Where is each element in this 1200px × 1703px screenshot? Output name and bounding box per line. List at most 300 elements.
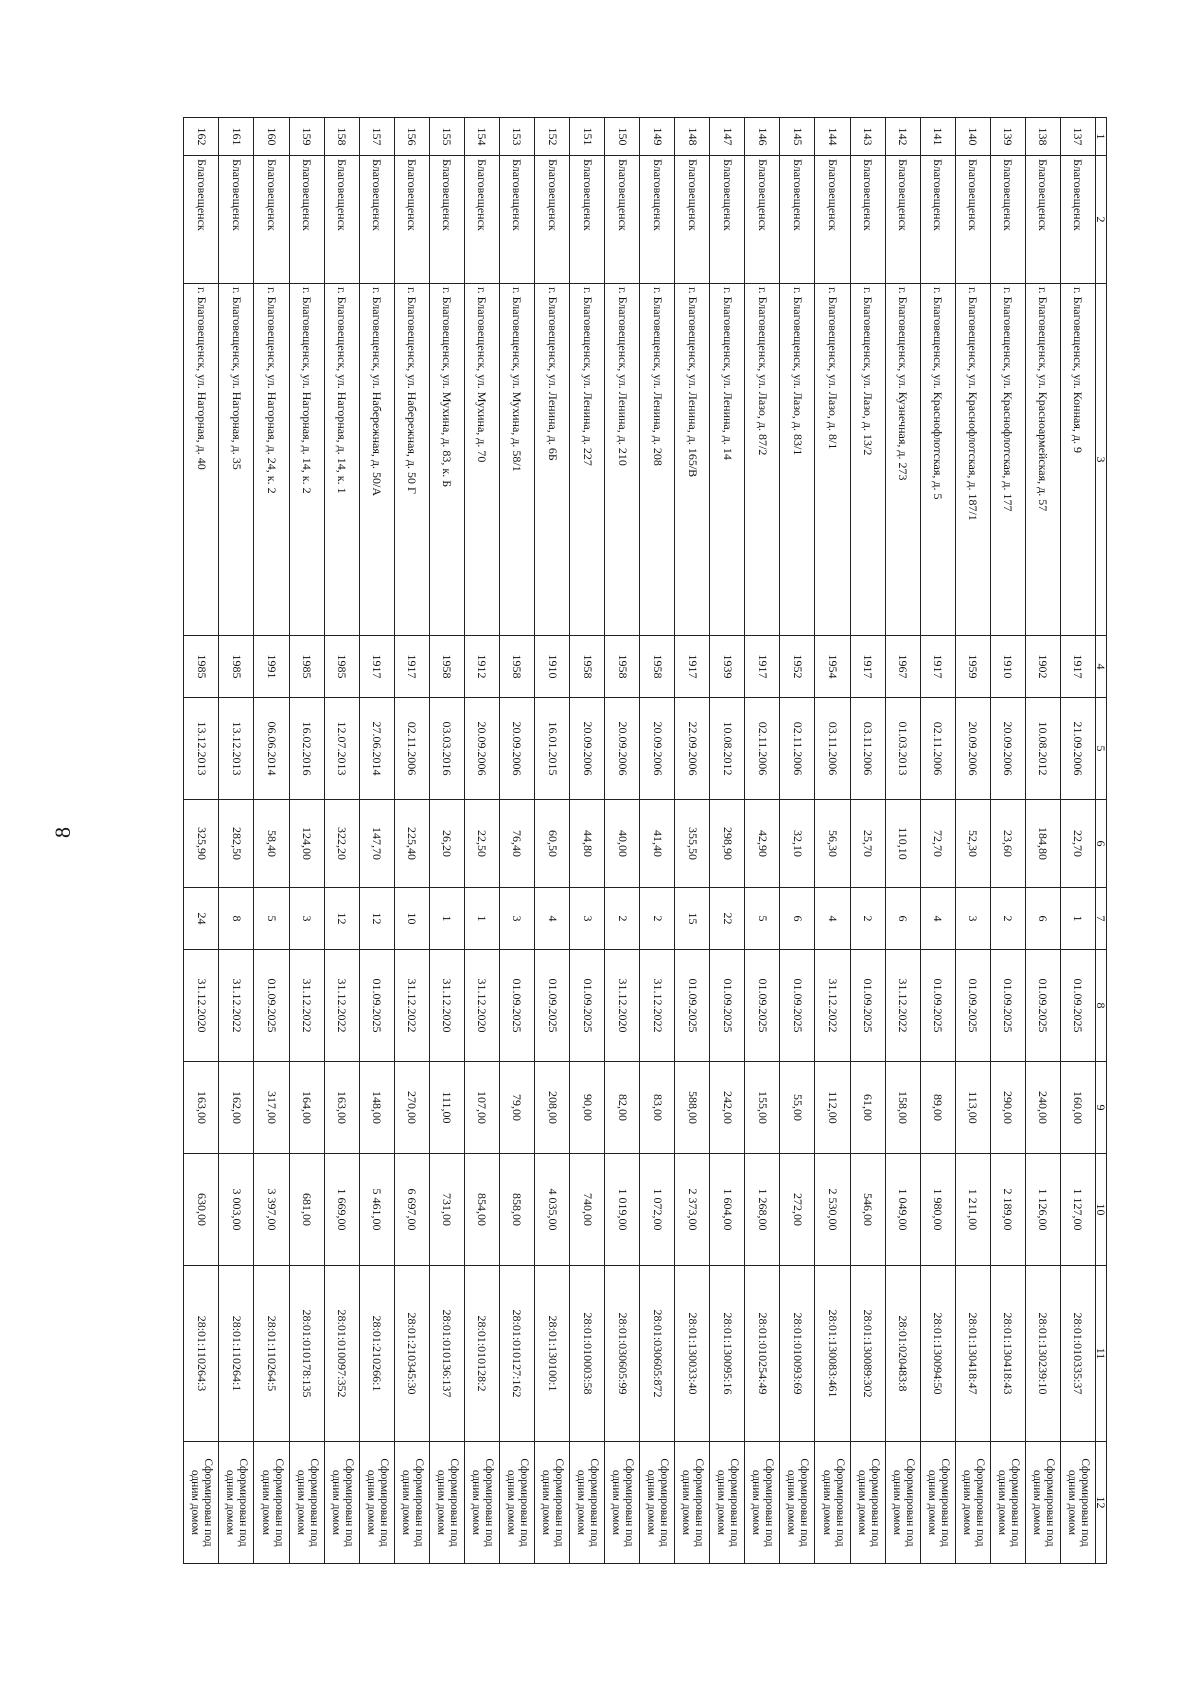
area-cell: 22,50	[464, 800, 499, 888]
cadastral-number-cell: 28:01:010128:2	[464, 1266, 499, 1442]
registration-date-cell: 21.09.2006	[1060, 698, 1095, 800]
city-cell: Благовещенск	[710, 156, 745, 284]
year-cell: 1917	[675, 636, 710, 698]
registration-date-cell: 03.11.2006	[815, 698, 850, 800]
table-row	[885, 118, 920, 1564]
area-cell: 26,20	[429, 800, 464, 888]
status-cell: Сформирован под одним домом	[920, 1442, 955, 1564]
address-cell: г. Благовещенск, ул. Краснофлотская, д. 177	[990, 284, 1025, 636]
address-cell: г. Благовещенск, ул. Краснофлотская, д. 187/1	[955, 284, 990, 636]
column-header-9: 9	[1096, 1062, 1107, 1154]
value-9-cell: 111,00	[429, 1062, 464, 1154]
year-cell: 1917	[1060, 636, 1095, 698]
registration-date-cell: 03.03.2016	[429, 698, 464, 800]
deadline-date-cell: 31.12.2020	[429, 950, 464, 1062]
area-cell: 325,90	[184, 800, 219, 888]
area-cell: 124,00	[289, 800, 324, 888]
value-10-cell: 1 669,00	[324, 1154, 359, 1266]
table-row	[324, 118, 359, 1564]
address-cell: г. Благовещенск, ул. Мухина, д. 70	[464, 284, 499, 636]
address-cell: г. Благовещенск, ул. Нагорная, д. 14, к. 1	[324, 284, 359, 636]
status-cell: Сформирован под одним домом	[324, 1442, 359, 1564]
row-number-cell: 149	[640, 118, 675, 156]
column-header-11: 11	[1096, 1266, 1107, 1442]
table-row	[990, 118, 1025, 1564]
count-cell: 12	[324, 888, 359, 950]
row-number-cell: 141	[920, 118, 955, 156]
count-cell: 6	[780, 888, 815, 950]
registration-date-cell: 20.09.2006	[955, 698, 990, 800]
value-9-cell: 89,00	[920, 1062, 955, 1154]
cadastral-number-cell: 28:01:130100:1	[535, 1266, 570, 1442]
value-9-cell: 112,00	[815, 1062, 850, 1154]
address-cell: г. Благовещенск, ул. Мухина, д. 58/1	[499, 284, 534, 636]
area-cell: 60,50	[535, 800, 570, 888]
city-cell: Благовещенск	[745, 156, 780, 284]
address-cell: г. Благовещенск, ул. Нагорная, д. 24, к. 2	[254, 284, 289, 636]
value-10-cell: 1 980,00	[920, 1154, 955, 1266]
table-row	[184, 118, 219, 1564]
value-10-cell: 630,00	[184, 1154, 219, 1266]
status-cell: Сформирован под одним домом	[570, 1442, 605, 1564]
area-cell: 58,40	[254, 800, 289, 888]
table-row	[815, 118, 850, 1564]
city-cell: Благовещенск	[464, 156, 499, 284]
deadline-date-cell: 01.09.2025	[1025, 950, 1060, 1062]
registration-date-cell: 22.09.2006	[675, 698, 710, 800]
value-9-cell: 242,00	[710, 1062, 745, 1154]
row-number-cell: 138	[1025, 118, 1060, 156]
row-number-cell: 154	[464, 118, 499, 156]
registration-date-cell: 02.11.2006	[920, 698, 955, 800]
row-number-cell: 145	[780, 118, 815, 156]
count-cell: 3	[570, 888, 605, 950]
value-10-cell: 1 604,00	[710, 1154, 745, 1266]
year-cell: 1967	[885, 636, 920, 698]
year-cell: 1917	[920, 636, 955, 698]
year-cell: 1910	[535, 636, 570, 698]
registration-date-cell: 02.11.2006	[780, 698, 815, 800]
year-cell: 1985	[289, 636, 324, 698]
table-row	[464, 118, 499, 1564]
value-9-cell: 83,00	[640, 1062, 675, 1154]
status-cell: Сформирован под одним домом	[1025, 1442, 1060, 1564]
value-10-cell: 546,00	[850, 1154, 885, 1266]
value-9-cell: 113,00	[955, 1062, 990, 1154]
value-9-cell: 148,00	[359, 1062, 394, 1154]
deadline-date-cell: 31.12.2020	[464, 950, 499, 1062]
count-cell: 2	[605, 888, 640, 950]
column-header-6: 6	[1096, 800, 1107, 888]
value-10-cell: 272,00	[780, 1154, 815, 1266]
value-10-cell: 1 211,00	[955, 1154, 990, 1266]
city-cell: Благовещенск	[184, 156, 219, 284]
row-number-cell: 139	[990, 118, 1025, 156]
deadline-date-cell: 31.12.2020	[605, 950, 640, 1062]
count-cell: 1	[1060, 888, 1095, 950]
registration-date-cell: 13.12.2013	[184, 698, 219, 800]
value-10-cell: 4 035,00	[535, 1154, 570, 1266]
year-cell: 1917	[745, 636, 780, 698]
status-cell: Сформирован под одним домом	[955, 1442, 990, 1564]
year-cell: 1985	[219, 636, 254, 698]
value-9-cell: 90,00	[570, 1062, 605, 1154]
table-row	[1060, 118, 1095, 1564]
area-cell: 72,70	[920, 800, 955, 888]
table-row	[780, 118, 815, 1564]
cadastral-number-cell: 28:01:030605:872	[640, 1266, 675, 1442]
status-cell: Сформирован под одним домом	[640, 1442, 675, 1564]
table-row	[710, 118, 745, 1564]
cadastral-number-cell: 28:01:010003:58	[570, 1266, 605, 1442]
count-cell: 6	[885, 888, 920, 950]
city-cell: Благовещенск	[640, 156, 675, 284]
address-cell: г. Благовещенск, ул. Лазо, д. 87/2	[745, 284, 780, 636]
value-10-cell: 1 127,00	[1060, 1154, 1095, 1266]
year-cell: 1958	[499, 636, 534, 698]
table-row	[429, 118, 464, 1564]
cadastral-number-cell: 28:01:010136:137	[429, 1266, 464, 1442]
count-cell: 3	[499, 888, 534, 950]
value-9-cell: 163,00	[184, 1062, 219, 1154]
address-cell: г. Благовещенск, ул. Ленина, д. 6Б	[535, 284, 570, 636]
cadastral-number-cell: 28:01:110264:5	[254, 1266, 289, 1442]
city-cell: Благовещенск	[429, 156, 464, 284]
deadline-date-cell: 31.12.2022	[289, 950, 324, 1062]
status-cell: Сформирован под одним домом	[605, 1442, 640, 1564]
area-cell: 355,50	[675, 800, 710, 888]
registration-date-cell: 12.07.2013	[324, 698, 359, 800]
area-cell: 44,80	[570, 800, 605, 888]
city-cell: Благовещенск	[359, 156, 394, 284]
table-row	[850, 118, 885, 1564]
status-cell: Сформирован под одним домом	[885, 1442, 920, 1564]
table-row	[254, 118, 289, 1564]
count-cell: 22	[710, 888, 745, 950]
city-cell: Благовещенск	[955, 156, 990, 284]
row-number-cell: 137	[1060, 118, 1095, 156]
value-9-cell: 79,00	[499, 1062, 534, 1154]
count-cell: 2	[850, 888, 885, 950]
row-number-cell: 153	[499, 118, 534, 156]
cadastral-number-cell: 28:01:010127:162	[499, 1266, 534, 1442]
city-cell: Благовещенск	[254, 156, 289, 284]
address-cell: г. Благовещенск, ул. Ленина, д. 165/В	[675, 284, 710, 636]
count-cell: 1	[429, 888, 464, 950]
registration-date-cell: 10.08.2012	[710, 698, 745, 800]
value-10-cell: 854,00	[464, 1154, 499, 1266]
address-cell: г. Благовещенск, ул. Набережная, д. 50 Г	[394, 284, 429, 636]
table-row	[535, 118, 570, 1564]
status-cell: Сформирован под одним домом	[1060, 1442, 1095, 1564]
row-number-cell: 142	[885, 118, 920, 156]
value-9-cell: 160,00	[1060, 1062, 1095, 1154]
year-cell: 1910	[990, 636, 1025, 698]
address-cell: г. Благовещенск, ул. Лазо, д. 8/1	[815, 284, 850, 636]
deadline-date-cell: 01.09.2025	[570, 950, 605, 1062]
address-cell: г. Благовещенск, ул. Лазо, д. 83/1	[780, 284, 815, 636]
cadastral-number-cell: 28:01:010254:49	[745, 1266, 780, 1442]
count-cell: 24	[184, 888, 219, 950]
table-row	[920, 118, 955, 1564]
status-cell: Сформирован под одним домом	[675, 1442, 710, 1564]
cadastral-number-cell: 28:01:010097:352	[324, 1266, 359, 1442]
city-cell: Благовещенск	[920, 156, 955, 284]
registration-date-cell: 16.02.2016	[289, 698, 324, 800]
deadline-date-cell: 01.09.2025	[535, 950, 570, 1062]
count-cell: 4	[815, 888, 850, 950]
area-cell: 56,30	[815, 800, 850, 888]
value-9-cell: 107,00	[464, 1062, 499, 1154]
deadline-date-cell: 31.12.2022	[324, 950, 359, 1062]
cadastral-number-cell: 28:01:130095:16	[710, 1266, 745, 1442]
registration-date-cell: 20.09.2006	[640, 698, 675, 800]
deadline-date-cell: 01.09.2025	[955, 950, 990, 1062]
deadline-date-cell: 31.12.2022	[219, 950, 254, 1062]
column-header-3: 3	[1096, 284, 1107, 636]
row-number-cell: 162	[184, 118, 219, 156]
city-cell: Благовещенск	[605, 156, 640, 284]
table-body	[184, 118, 1096, 1564]
cadastral-number-cell: 28:01:110264:1	[219, 1266, 254, 1442]
value-10-cell: 1 072,00	[640, 1154, 675, 1266]
status-cell: Сформирован под одним домом	[499, 1442, 534, 1564]
cadastral-number-cell: 28:01:110264:3	[184, 1266, 219, 1442]
row-number-cell: 156	[394, 118, 429, 156]
area-cell: 22,70	[1060, 800, 1095, 888]
address-cell: г. Благовещенск, ул. Ленина, д. 208	[640, 284, 675, 636]
count-cell: 3	[955, 888, 990, 950]
count-cell: 1	[464, 888, 499, 950]
registration-date-cell: 01.03.2013	[885, 698, 920, 800]
cadastral-number-cell: 28:01:130094:50	[920, 1266, 955, 1442]
value-10-cell: 6 697,00	[394, 1154, 429, 1266]
status-cell: Сформирован под одним домом	[850, 1442, 885, 1564]
count-cell: 5	[745, 888, 780, 950]
status-cell: Сформирован под одним домом	[184, 1442, 219, 1564]
registration-date-cell: 06.06.2014	[254, 698, 289, 800]
year-cell: 1958	[640, 636, 675, 698]
value-9-cell: 270,00	[394, 1062, 429, 1154]
count-cell: 15	[675, 888, 710, 950]
count-cell: 2	[640, 888, 675, 950]
table-row	[570, 118, 605, 1564]
value-9-cell: 163,00	[324, 1062, 359, 1154]
row-number-cell: 158	[324, 118, 359, 156]
status-cell: Сформирован под одним домом	[254, 1442, 289, 1564]
cadastral-number-cell: 28:01:130418:43	[990, 1266, 1025, 1442]
value-9-cell: 290,00	[990, 1062, 1025, 1154]
deadline-date-cell: 01.09.2025	[780, 950, 815, 1062]
row-number-cell: 140	[955, 118, 990, 156]
value-9-cell: 61,00	[850, 1062, 885, 1154]
status-cell: Сформирован под одним домом	[745, 1442, 780, 1564]
deadline-date-cell: 01.09.2025	[850, 950, 885, 1062]
area-cell: 40,00	[605, 800, 640, 888]
address-cell: г. Благовещенск, ул. Ленина, д. 227	[570, 284, 605, 636]
value-10-cell: 2 189,00	[990, 1154, 1025, 1266]
address-cell: г. Благовещенск, ул. Конная, д. 9	[1060, 284, 1095, 636]
city-cell: Благовещенск	[570, 156, 605, 284]
count-cell: 5	[254, 888, 289, 950]
area-cell: 184,80	[1025, 800, 1060, 888]
count-cell: 4	[920, 888, 955, 950]
city-cell: Благовещенск	[990, 156, 1025, 284]
registration-date-cell: 03.11.2006	[850, 698, 885, 800]
table-row	[675, 118, 710, 1564]
value-9-cell: 208,00	[535, 1062, 570, 1154]
row-number-cell: 152	[535, 118, 570, 156]
registration-date-cell: 10.08.2012	[1025, 698, 1060, 800]
deadline-date-cell: 01.09.2025	[359, 950, 394, 1062]
cadastral-number-cell: 28:01:130033:40	[675, 1266, 710, 1442]
year-cell: 1954	[815, 636, 850, 698]
value-9-cell: 82,00	[605, 1062, 640, 1154]
cadastral-number-cell: 28:01:020483:8	[885, 1266, 920, 1442]
table-row	[745, 118, 780, 1564]
column-header-4: 4	[1096, 636, 1107, 698]
city-cell: Благовещенск	[289, 156, 324, 284]
table-row	[640, 118, 675, 1564]
area-cell: 52,30	[955, 800, 990, 888]
address-cell: г. Благовещенск, ул. Кузнечная, д. 273	[885, 284, 920, 636]
deadline-date-cell: 31.12.2022	[640, 950, 675, 1062]
city-cell: Благовещенск	[324, 156, 359, 284]
city-cell: Благовещенск	[394, 156, 429, 284]
value-10-cell: 1 126,00	[1025, 1154, 1060, 1266]
deadline-date-cell: 31.12.2022	[885, 950, 920, 1062]
city-cell: Благовещенск	[219, 156, 254, 284]
value-10-cell: 3 397,00	[254, 1154, 289, 1266]
area-cell: 322,20	[324, 800, 359, 888]
row-number-cell: 147	[710, 118, 745, 156]
count-cell: 4	[535, 888, 570, 950]
year-cell: 1917	[394, 636, 429, 698]
count-cell: 3	[289, 888, 324, 950]
registration-date-cell: 20.09.2006	[605, 698, 640, 800]
deadline-date-cell: 01.09.2025	[920, 950, 955, 1062]
value-10-cell: 2 530,00	[815, 1154, 850, 1266]
value-9-cell: 317,00	[254, 1062, 289, 1154]
address-cell: г. Благовещенск, ул. Красноармейская, д. 57	[1025, 284, 1060, 636]
cadastral-number-cell: 28:01:130089:302	[850, 1266, 885, 1442]
year-cell: 1958	[605, 636, 640, 698]
cadastral-number-cell: 28:01:030605:99	[605, 1266, 640, 1442]
table-row	[219, 118, 254, 1564]
year-cell: 1952	[780, 636, 815, 698]
city-cell: Благовещенск	[815, 156, 850, 284]
column-header-12: 12	[1096, 1442, 1107, 1564]
registration-date-cell: 27.06.2014	[359, 698, 394, 800]
cadastral-number-cell: 28:01:210266:1	[359, 1266, 394, 1442]
column-header-10: 10	[1096, 1154, 1107, 1266]
count-cell: 10	[394, 888, 429, 950]
page-number: 8	[50, 827, 75, 838]
cadastral-number-cell: 28:01:010335:37	[1060, 1266, 1095, 1442]
area-cell: 32,10	[780, 800, 815, 888]
value-9-cell: 55,00	[780, 1062, 815, 1154]
column-header-8: 8	[1096, 950, 1107, 1062]
deadline-date-cell: 01.09.2025	[990, 950, 1025, 1062]
year-cell: 1939	[710, 636, 745, 698]
year-cell: 1917	[359, 636, 394, 698]
value-10-cell: 1 268,00	[745, 1154, 780, 1266]
city-cell: Благовещенск	[780, 156, 815, 284]
status-cell: Сформирован под одним домом	[780, 1442, 815, 1564]
city-cell: Благовещенск	[499, 156, 534, 284]
year-cell: 1958	[429, 636, 464, 698]
city-cell: Благовещенск	[885, 156, 920, 284]
area-cell: 23,60	[990, 800, 1025, 888]
registration-date-cell: 20.09.2006	[499, 698, 534, 800]
count-cell: 8	[219, 888, 254, 950]
header-row	[1096, 118, 1107, 1564]
city-cell: Благовещенск	[535, 156, 570, 284]
value-9-cell: 588,00	[675, 1062, 710, 1154]
registration-date-cell: 20.09.2006	[464, 698, 499, 800]
value-9-cell: 164,00	[289, 1062, 324, 1154]
registration-date-cell: 16.01.2015	[535, 698, 570, 800]
address-cell: г. Благовещенск, ул. Нагорная, д. 40	[184, 284, 219, 636]
registration-date-cell: 20.09.2006	[570, 698, 605, 800]
row-number-cell: 144	[815, 118, 850, 156]
city-cell: Благовещенск	[850, 156, 885, 284]
status-cell: Сформирован под одним домом	[219, 1442, 254, 1564]
value-10-cell: 740,00	[570, 1154, 605, 1266]
value-9-cell: 240,00	[1025, 1062, 1060, 1154]
status-cell: Сформирован под одним домом	[535, 1442, 570, 1564]
deadline-date-cell: 31.12.2020	[184, 950, 219, 1062]
cadastral-number-cell: 28:01:130239:10	[1025, 1266, 1060, 1442]
value-10-cell: 2 373,00	[675, 1154, 710, 1266]
status-cell: Сформирован под одним домом	[289, 1442, 324, 1564]
row-number-cell: 143	[850, 118, 885, 156]
table-row	[499, 118, 534, 1564]
year-cell: 1959	[955, 636, 990, 698]
row-number-cell: 148	[675, 118, 710, 156]
row-number-cell: 155	[429, 118, 464, 156]
area-cell: 282,50	[219, 800, 254, 888]
cadastral-number-cell: 28:01:010093:69	[780, 1266, 815, 1442]
row-number-cell: 150	[605, 118, 640, 156]
year-cell: 1917	[850, 636, 885, 698]
area-cell: 225,40	[394, 800, 429, 888]
value-10-cell: 3 003,00	[219, 1154, 254, 1266]
registration-date-cell: 02.11.2006	[394, 698, 429, 800]
city-cell: Благовещенск	[675, 156, 710, 284]
row-number-cell: 157	[359, 118, 394, 156]
year-cell: 1985	[324, 636, 359, 698]
deadline-date-cell: 01.09.2025	[745, 950, 780, 1062]
deadline-date-cell: 01.09.2025	[710, 950, 745, 1062]
address-cell: г. Благовещенск, ул. Нагорная, д. 35	[219, 284, 254, 636]
column-header-7: 7	[1096, 888, 1107, 950]
registration-date-cell: 20.09.2006	[990, 698, 1025, 800]
registration-date-cell: 13.12.2013	[219, 698, 254, 800]
address-cell: г. Благовещенск, ул. Нагорная, д. 14, к. 2	[289, 284, 324, 636]
cadastral-number-cell: 28:01:130418:47	[955, 1266, 990, 1442]
year-cell: 1902	[1025, 636, 1060, 698]
address-cell: г. Благовещенск, ул. Мухина, д. 83, к. Б	[429, 284, 464, 636]
area-cell: 41,40	[640, 800, 675, 888]
row-number-cell: 146	[745, 118, 780, 156]
value-10-cell: 731,00	[429, 1154, 464, 1266]
table-row	[394, 118, 429, 1564]
table-row	[1025, 118, 1060, 1564]
value-9-cell: 158,00	[885, 1062, 920, 1154]
year-cell: 1985	[184, 636, 219, 698]
value-10-cell: 1 019,00	[605, 1154, 640, 1266]
